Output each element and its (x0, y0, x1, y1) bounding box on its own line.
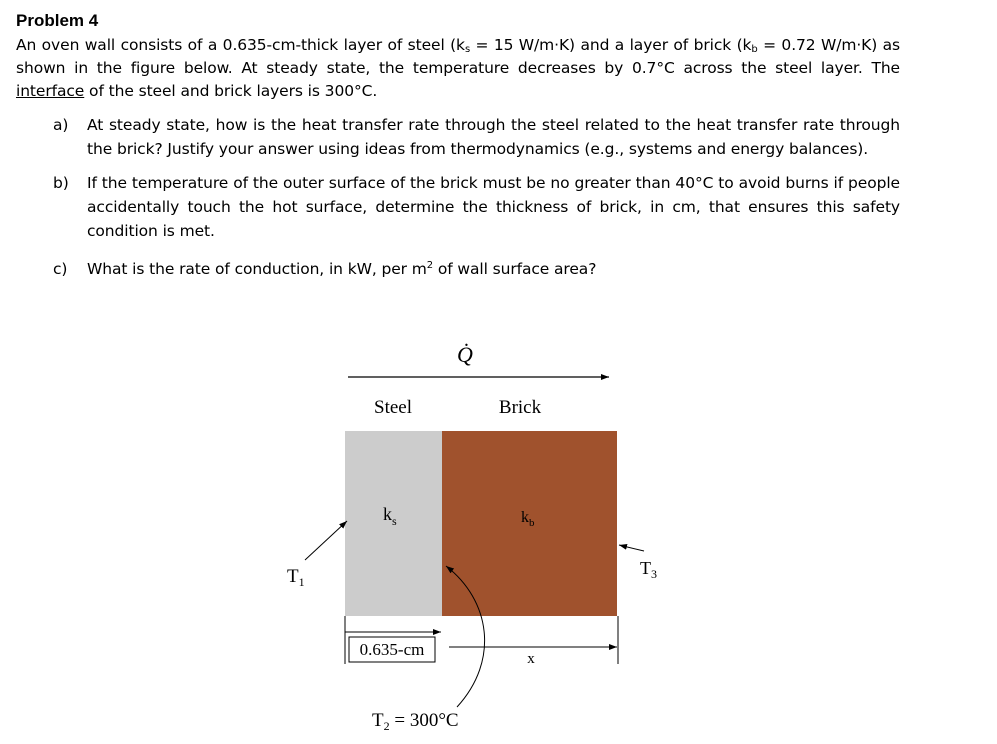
problem-title: Problem 4 (16, 11, 99, 30)
t1-label-sub: 1 (298, 575, 305, 589)
brick-label: Brick (498, 397, 542, 418)
intro-text-3: = 0.72 W/m·K) as shown in the figure below. At steady state, the temperature decreases by 0.7°C across the steel layer. The (16, 36, 900, 77)
intro-text-2: = 15 W/m·K) and a layer of brick (k (470, 36, 752, 54)
kb-label-sub: b (529, 517, 535, 529)
ks-label-sub: s (392, 514, 397, 528)
kb-label-k: k (521, 509, 529, 526)
brick-thickness-label: x (527, 651, 535, 667)
t3-label-sub: 3 (651, 567, 657, 581)
steel-thickness-label: 0.635-cm (359, 640, 425, 659)
ks-label-k: k (383, 504, 392, 524)
part-a-text: At steady state, how is the heat transfer rate through the steel related to the heat transfer rate through the brick? Justify your answer using ideas from thermodynamics (e.g., systems and energy balances). (87, 116, 900, 158)
t2-label-sub: 2 (383, 719, 390, 733)
part-a-letter: a) (53, 116, 69, 134)
intro-text-1: An oven wall consists of a 0.635-cm-thick layer of steel (k (16, 36, 465, 54)
t2-label-value: = 300°C (389, 710, 459, 731)
t2-label-t: T (372, 710, 384, 731)
part-c-letter: c) (53, 260, 68, 278)
part-c-superscript: 2 (426, 260, 434, 271)
part-c-text-1: What is the rate of conduction, in kW, per m (87, 260, 427, 278)
interface-underlined: interface (16, 82, 85, 100)
t1-label-t: T (287, 566, 299, 587)
t1-pointer (305, 521, 347, 560)
t3-label-t: T (640, 558, 651, 578)
t2-label (372, 710, 459, 733)
t3-label (640, 558, 657, 581)
intro-text-4: of the steel and brick layers is 300°C. (84, 82, 378, 100)
ks-subscript: s (464, 44, 471, 55)
t1-label (287, 566, 305, 589)
heat-rate-label: Q̇ (457, 342, 473, 367)
steel-label: Steel (374, 397, 412, 418)
t3-pointer (619, 545, 644, 551)
part-b-letter: b) (53, 174, 69, 192)
kb-subscript: b (751, 44, 758, 55)
part-c-text-2: of wall surface area? (433, 260, 597, 278)
part-b-text: If the temperature of the outer surface of the brick must be no greater than 40°C to avoid burns if people accidentally touch the hot surface, determine the thickness of brick, in cm, that ensures this safety condition is met. (87, 174, 900, 240)
